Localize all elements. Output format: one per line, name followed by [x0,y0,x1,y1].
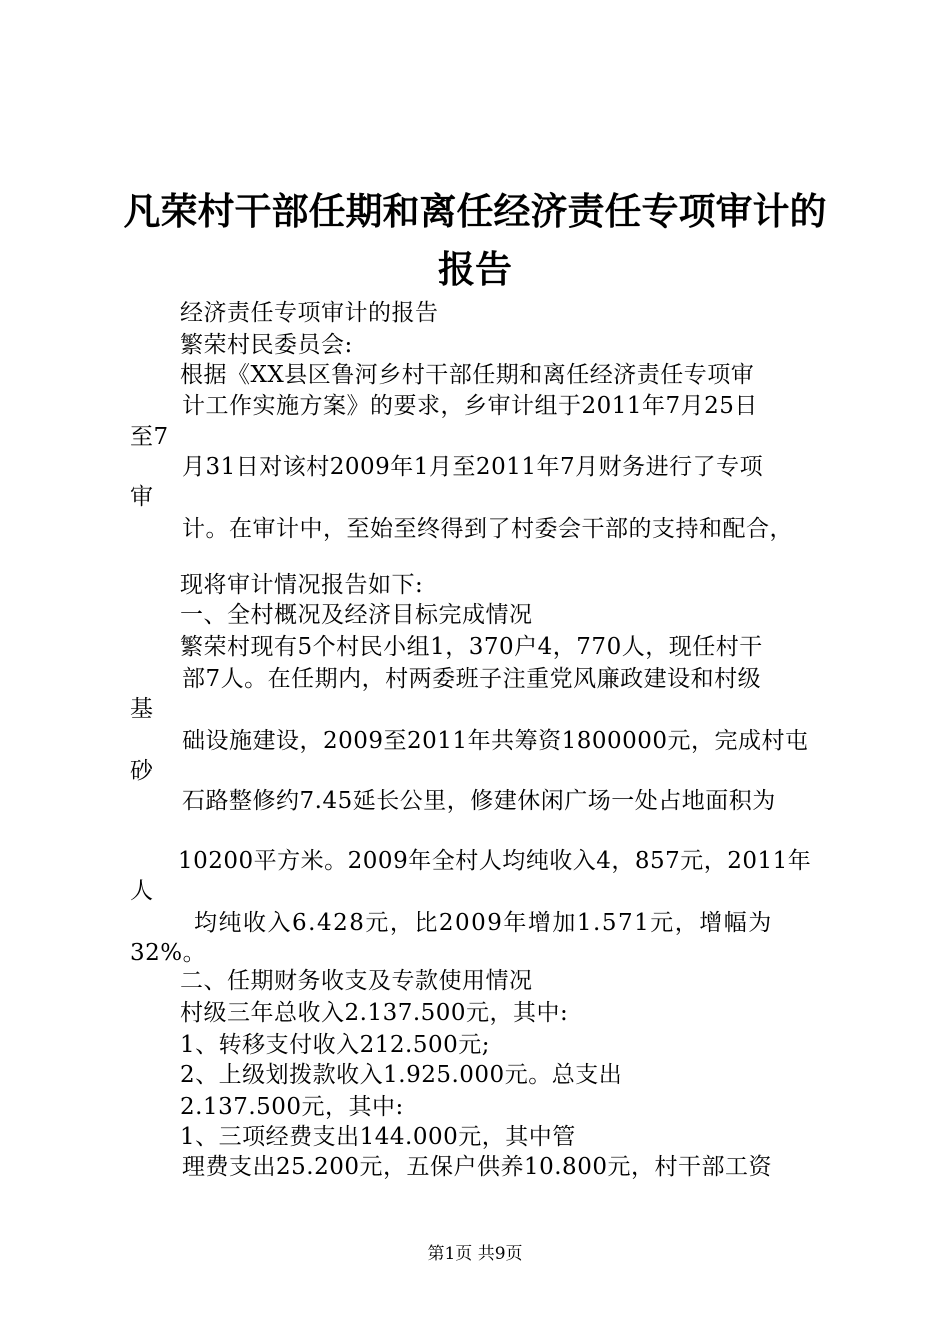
text-line: 砂 [130,758,154,784]
text-line: 32%。 [130,940,207,966]
text-line: 1、三项经费支出144.000元，其中管 [180,1124,576,1150]
text-line: 经济责任专项审计的报告 [180,300,439,326]
text-line: 部7人。在任期内，村两委班子注重党风廉政建设和村级 [182,666,762,692]
text-line: 人 [130,878,154,904]
document-title: 凡荣村干部任期和离任经济责任专项审计的报告 [123,189,827,291]
text-line: 石路整修约7.45延长公里，修建休闲广场一处占地面积为 [182,788,776,814]
text-line: 10200平方米。2009年全村人均纯收入4，857元，2011年 [178,848,812,874]
text-line: 根据《XX县区鲁河乡村干部任期和离任经济责任专项审 [180,362,755,388]
section-heading: 二、任期财务收支及专款使用情况 [180,968,533,994]
text-line: 繁荣村民委员会: [180,332,353,358]
text-line: 现将审计情况报告如下: [180,572,424,598]
text-line: 繁荣村现有5个村民小组1，370户4，770人，现任村干 [180,634,763,660]
text-line: 村级三年总收入2.137.500元，其中: [180,1000,569,1026]
text-line: 2.137.500元，其中: [180,1094,404,1120]
text-line: 计工作实施方案》的要求，乡审计组于2011年7月25日 [182,393,758,419]
text-line: 基 [130,696,154,722]
text-line: 均纯收入6.428元，比2009年增加1.571元，增幅为 [194,910,773,936]
page-footer: 第1页 共9页 [427,1244,523,1264]
text-line: 理费支出25.200元，五保户供养10.800元，村干部工资 [182,1154,772,1180]
text-line: 月31日对该村2009年1月至2011年7月财务进行了专项 [182,454,764,480]
text-line: 1、转移支付收入212.500元; [180,1032,490,1058]
text-line: 计。在审计中，至始至终得到了村委会干部的支持和配合， [182,516,793,542]
text-line: 审 [130,484,154,510]
text-line: 础设施建设，2009至2011年共筹资1800000元，完成村屯 [182,728,809,754]
text-line: 至7 [130,424,169,450]
text-line: 2、上级划拨款收入1.925.000元。总支出 [180,1062,623,1088]
section-heading: 一、全村概况及经济目标完成情况 [180,602,533,628]
